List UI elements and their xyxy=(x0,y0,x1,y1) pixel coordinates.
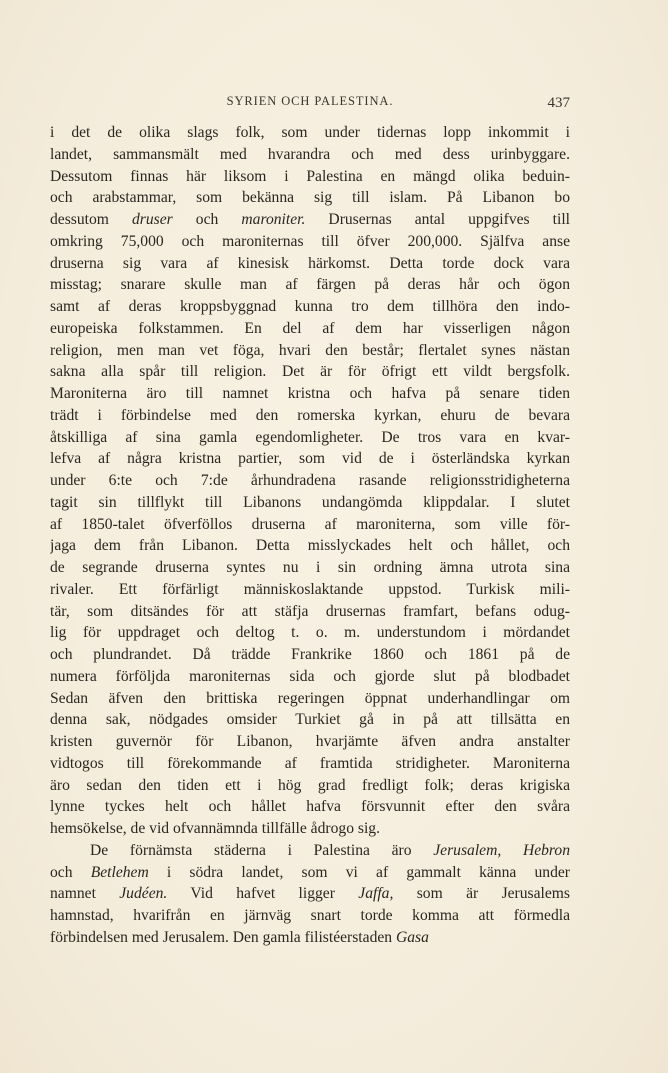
text-line xyxy=(50,253,570,275)
text-segment: dessutom xyxy=(50,211,132,228)
text-segment: lynne tyckes helt och hållet hafva försvunnit efter den svåra xyxy=(50,798,570,816)
text-line xyxy=(50,644,570,666)
italic-term: Jaffa, xyxy=(358,885,394,903)
text-segment: och arabstammar, som bekänna sig till islam. På Libanon bo xyxy=(50,189,570,207)
text-line xyxy=(50,688,570,710)
text-segment: omkring 75,000 och maroniternas till öfver 200,000. Själfva anse xyxy=(50,232,570,250)
text-line xyxy=(50,318,570,340)
text-segment: Drusernas antal uppgifves till xyxy=(305,211,570,228)
text-segment: och xyxy=(50,863,91,881)
text-line xyxy=(50,796,570,818)
text-line xyxy=(50,883,570,905)
text-segment: kristen guvernör för Libanon, hvarjämte äfven andra anstalter xyxy=(50,733,570,750)
text-segment: Dessutom finnas här liksom i Palestina en mängd olika beduin- xyxy=(50,167,570,185)
text-line xyxy=(50,622,570,644)
text-line xyxy=(50,731,570,753)
text-line xyxy=(50,775,570,797)
text-line xyxy=(50,514,570,536)
text-line xyxy=(50,166,570,188)
text-line xyxy=(50,187,570,209)
text-segment: hamnstad, hvarifrån en järnväg snart torde komma att förmedla xyxy=(50,907,570,924)
text-line xyxy=(50,296,570,318)
italic-term: druser xyxy=(131,211,173,228)
text-segment: som är Jerusalems xyxy=(393,885,570,903)
text-segment: tagit sin tillflykt till Libanons undangömda klippdalar. I slutet xyxy=(50,493,570,511)
running-head xyxy=(50,94,570,114)
text-segment: hemsökelse, de vid ofvannämnda tillfälle ådrogo sig. xyxy=(50,820,380,837)
text-segment: sakna alla spår till religion. Det är för öfrigt ett vildt bergsfolk. xyxy=(50,363,570,381)
text-segment: numera förföljda maroniternas sida och gjorde slut på blodbadet xyxy=(50,667,570,685)
page-number: 437 xyxy=(547,95,570,111)
text-line xyxy=(50,862,570,884)
text-line xyxy=(50,383,570,405)
text-segment: äro sedan den tiden ett i hög grad fredligt folk; deras krigiska xyxy=(50,776,570,794)
text-segment: vidtogos till förekommande af framtida stridigheter. Maroniterna xyxy=(50,754,570,772)
text-line xyxy=(50,840,570,862)
text-segment: och xyxy=(172,211,242,228)
text-line xyxy=(50,427,570,449)
text-segment: trädt i förbindelse med den romerska kyrkan, ehuru de bevara xyxy=(50,406,570,424)
text-segment: lefva af några kristna partier, som vid de i österländska kyrkan xyxy=(50,450,570,468)
text-segment: religion, men man vet föga, hvari den består; flertalet synes nästan xyxy=(50,341,570,359)
text-segment: och plundrandet. Då trädde Frankrike 1860 och 1861 på de xyxy=(50,646,570,663)
text-line xyxy=(50,666,570,688)
italic-term: Judéen. xyxy=(119,885,168,903)
text-line xyxy=(50,601,570,623)
text-line xyxy=(50,122,570,144)
text-line xyxy=(50,361,570,383)
text-segment: af 1850-talet öfverföllos druserna af maroniterna, som ville för- xyxy=(50,515,570,533)
text-segment: jaga dem från Libanon. Detta misslyckades helt och hållet, och xyxy=(50,537,570,555)
text-line xyxy=(50,448,570,470)
text-line xyxy=(50,470,570,492)
text-segment: förbindelsen med Jerusalem. Den gamla filistéerstaden xyxy=(50,928,396,946)
text-segment: samt af deras kroppsbyggnad kunna tro dem tillhöra den indo- xyxy=(50,298,570,315)
text-line xyxy=(50,905,570,927)
italic-term: Betlehem xyxy=(90,863,149,881)
italic-term: Jerusalem, Hebron xyxy=(433,841,570,859)
text-segment: namnet xyxy=(50,885,120,903)
text-segment: europeiska folkstammen. En del af dem har visserligen någon xyxy=(50,319,570,337)
text-line xyxy=(50,818,570,840)
text-segment: landet, sammansmält med hvarandra och med dess urinbyggare. xyxy=(50,145,570,163)
text-segment: De förnämsta städerna i Palestina äro xyxy=(90,841,434,859)
text-line xyxy=(50,231,570,253)
running-title: SYRIEN OCH PALESTINA. xyxy=(226,94,394,108)
text-segment: i södra landet, som vi af gammalt känna under xyxy=(148,863,570,881)
text-segment: druserna sig vara af kinesisk härkomst. Detta torde dock vara xyxy=(50,254,570,272)
italic-term: Gasa xyxy=(395,928,429,946)
text-segment: under 6:te och 7:de århundradena rasande religionsstridigheterna xyxy=(50,472,570,489)
text-segment: denna sak, nödgades omsider Turkiet gå in på att tillsätta en xyxy=(50,711,570,729)
text-line xyxy=(50,709,570,731)
text-line xyxy=(50,579,570,601)
text-line xyxy=(50,209,570,231)
text-segment: de segrande druserna syntes nu i sin ordning ämna utrota sina xyxy=(50,559,570,576)
text-segment: Sedan äfven den brittiska regeringen öppnat underhandlingar om xyxy=(50,689,570,707)
text-segment: i det de olika slags folk, som under tidernas lopp inkommit i xyxy=(50,124,570,141)
text-line xyxy=(50,535,570,557)
text-segment: misstag; snarare skulle man af färgen på deras hår och ögon xyxy=(50,276,570,294)
text-line xyxy=(50,927,570,949)
text-line xyxy=(50,144,570,166)
text-line xyxy=(50,405,570,427)
text-segment: Maroniterna äro till namnet kristna och hafva på senare tiden xyxy=(50,385,570,402)
text-line xyxy=(50,274,570,296)
text-segment: rivaler. Ett förfärligt människoslaktande uppstod. Turkisk mili- xyxy=(50,580,570,598)
text-line xyxy=(50,492,570,514)
italic-term: maroniter. xyxy=(241,211,306,228)
text-segment: åtskilliga af sina gamla egendomligheter. De tros vara en kvar- xyxy=(50,428,570,446)
body-text xyxy=(50,122,570,949)
text-line xyxy=(50,340,570,362)
text-segment: lig för uppdraget och deltog t. o. m. understundom i mördandet xyxy=(50,624,570,642)
text-line xyxy=(50,753,570,775)
text-segment: tär, som ditsändes för att stäfja drusernas framfart, befans odug- xyxy=(50,602,570,620)
text-line xyxy=(50,557,570,579)
text-segment: Vid hafvet ligger xyxy=(167,885,359,903)
